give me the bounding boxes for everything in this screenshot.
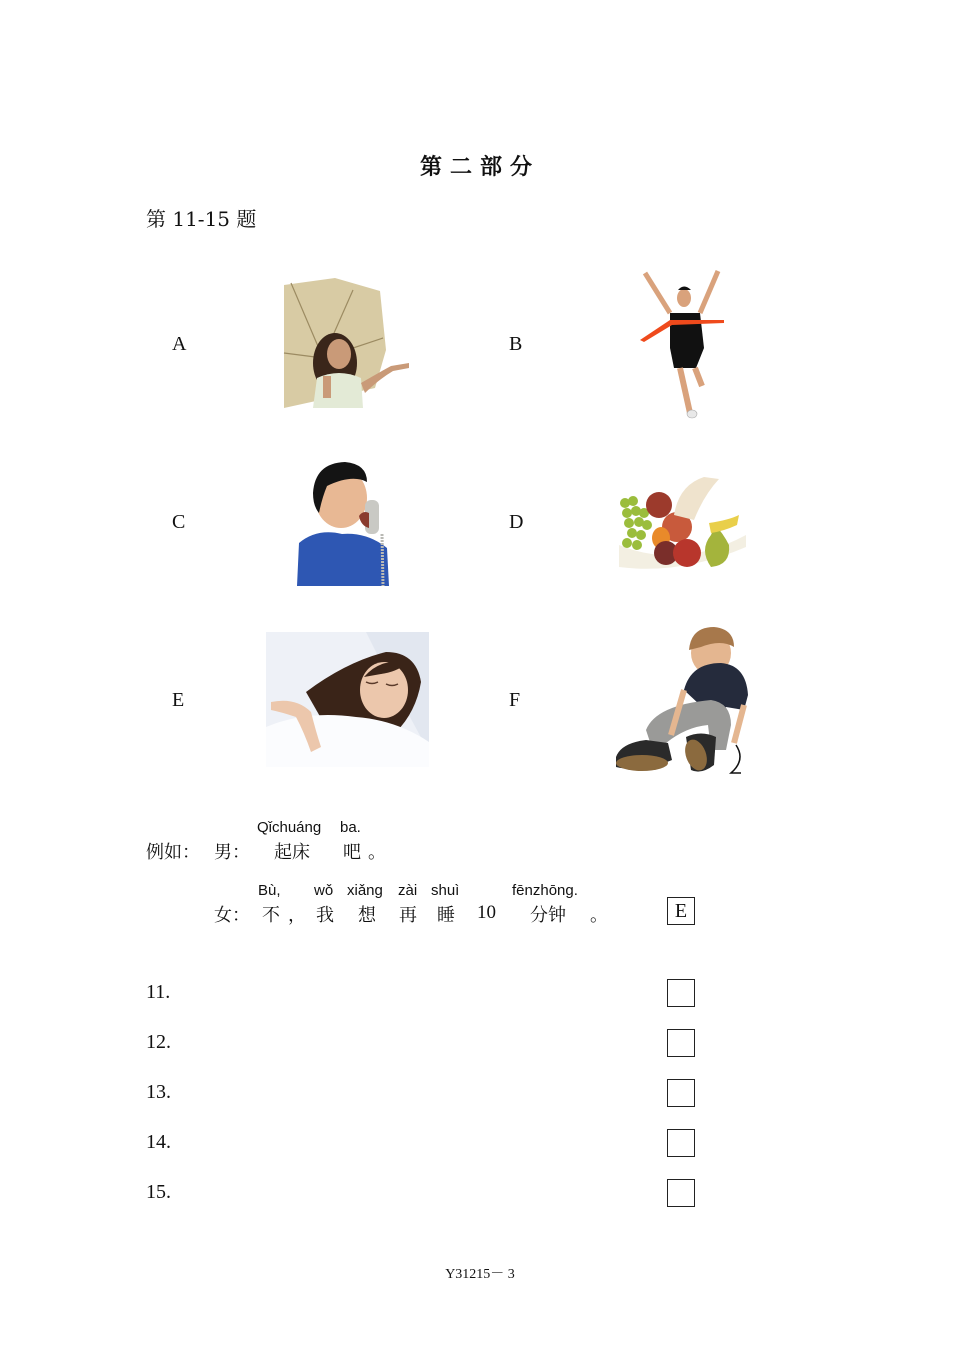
hanzi-fenzhong: 分钟 (530, 905, 566, 926)
question-number-11: 11. (146, 981, 171, 1003)
option-image-c-boy-phone (297, 458, 399, 586)
example-label: 例如： (146, 842, 200, 863)
answer-box-11[interactable] (667, 979, 695, 1007)
question-number-12: 12. (146, 1031, 171, 1053)
number-10: 10 (477, 902, 496, 923)
example-answer-box: E (667, 897, 695, 925)
answer-box-13[interactable] (667, 1079, 695, 1107)
pinyin-fenzhong: fēnzhōng. (512, 882, 578, 899)
line1-end-punct: 。 (368, 842, 386, 863)
option-letter-b: B (509, 333, 523, 355)
pinyin-zai: zài (398, 882, 418, 899)
pinyin-shui: shuì (431, 882, 460, 899)
hanzi-xiang: 想 (358, 905, 376, 926)
pinyin-qichuang: Qǐchuáng (257, 819, 322, 836)
hanzi-bu: 不 (262, 905, 280, 926)
answer-box-15[interactable] (667, 1179, 695, 1207)
option-letter-a: A (172, 333, 187, 355)
pinyin-bu: Bù, (258, 882, 281, 899)
section-title: 第二部分 (419, 155, 540, 180)
option-image-a-girl-umbrella (283, 278, 413, 408)
option-letter-f: F (509, 689, 521, 711)
pinyin-wo: wǒ (314, 882, 334, 899)
pinyin-ba: ba. (340, 819, 361, 836)
hanzi-wo: 我 (316, 905, 334, 926)
hanzi-zai: 再 (399, 905, 417, 926)
question-number-15: 15. (146, 1181, 171, 1203)
question-range: 第 11-15 题 (146, 207, 257, 231)
option-image-e-woman-sleeping (266, 632, 429, 767)
hanzi-qichuang: 起床 (274, 842, 310, 863)
option-letter-c: C (172, 511, 186, 533)
example-speaker-female: 女： (214, 905, 250, 926)
option-letter-e: E (172, 689, 185, 711)
question-number-13: 13. (146, 1081, 171, 1103)
hanzi-comma: ， (288, 905, 306, 926)
option-image-d-fruit-bowl (619, 475, 746, 569)
hanzi-shui: 睡 (437, 905, 455, 926)
hanzi-ba: 吧 (343, 842, 361, 863)
question-number-14: 14. (146, 1131, 171, 1153)
option-letter-d: D (509, 511, 524, 533)
answer-box-14[interactable] (667, 1129, 695, 1157)
option-image-f-boy-tying-shoes (616, 625, 751, 775)
line2-end-punct: 。 (590, 905, 608, 926)
answer-box-12[interactable] (667, 1029, 695, 1057)
option-image-b-runner (640, 268, 726, 420)
pinyin-xiang: xiǎng (347, 882, 383, 899)
page-footer-code: Y31215－ 3 (445, 1267, 515, 1282)
example-speaker-male: 男： (214, 842, 250, 863)
